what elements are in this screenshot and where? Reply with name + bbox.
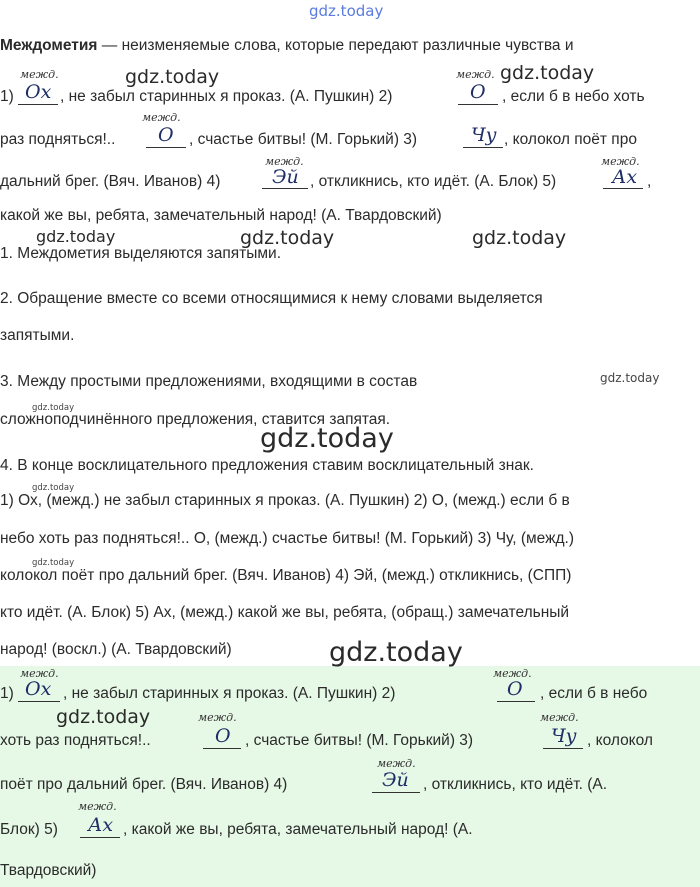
watermark: gdz.today xyxy=(472,227,567,249)
answer-text: , откликнись, кто идёт. (А. xyxy=(423,776,608,793)
blank-underline xyxy=(18,701,60,702)
interjection-note: межд. xyxy=(20,667,59,680)
filled-interjection: О xyxy=(158,124,174,146)
filled-interjection: Ох xyxy=(25,678,52,700)
watermark: gdz.today xyxy=(32,403,75,413)
answer-text: поёт про дальний брег. (Вяч. Иванов) 4) xyxy=(0,776,288,793)
watermark: gdz.today xyxy=(36,227,116,246)
analysis-line: народ! (воскл.) (А. Твардовский) xyxy=(0,641,232,658)
interjection-note: межд. xyxy=(20,68,59,81)
interjection-note: межд. xyxy=(265,155,304,168)
exercise-text: 1) xyxy=(0,88,14,105)
interjection-note: межд. xyxy=(78,800,117,813)
interjection-note: межд. xyxy=(540,711,579,724)
rule-line: 4. В конце восклицательного предложения ставим восклицательный знак. xyxy=(0,457,534,474)
exercise-text: , если б в небо хоть xyxy=(502,88,645,105)
interjection-note: межд. xyxy=(601,155,640,168)
filled-interjection: Ах xyxy=(88,814,114,836)
rule-line: 2. Обращение вместе со всеми относящимися к нему словами выделяется xyxy=(0,290,543,307)
rule-line: сложноподчинённого предложения, ставится запятая. xyxy=(0,411,391,428)
watermark: gdz.today xyxy=(125,66,220,88)
blank-underline xyxy=(497,701,535,702)
exercise-text: , счастье битвы! (М. Горький) 3) xyxy=(189,131,418,148)
filled-interjection: О xyxy=(470,81,486,103)
watermark: gdz.today xyxy=(240,227,335,249)
analysis-line: колокол поёт про дальний брег. (Вяч. Иванов) 4) Эй, (межд.) откликнись, (СПП) xyxy=(0,567,572,584)
rule-line: 3. Между простыми предложениями, входящими в состав xyxy=(0,373,418,390)
watermark: gdz.today xyxy=(600,371,660,385)
blank-underline xyxy=(372,792,420,793)
answer-text: , колокол xyxy=(587,732,653,749)
filled-interjection: Эй xyxy=(272,166,299,188)
answer-text: , какой же вы, ребята, замечательный народ! (А. xyxy=(123,821,473,838)
definition-text: — неизменяемые слова, которые передают различные чувства и xyxy=(97,37,574,54)
interjection-note: межд. xyxy=(456,68,495,81)
blank-underline xyxy=(603,188,643,189)
watermark: gdz.today xyxy=(32,558,75,568)
blank-underline xyxy=(203,748,241,749)
answer-text: 1) xyxy=(0,685,14,702)
filled-interjection: О xyxy=(215,725,231,747)
interjection-note: межд. xyxy=(198,711,237,724)
filled-interjection: Эй xyxy=(382,769,409,791)
interjection-note: межд. xyxy=(493,667,532,680)
blank-underline xyxy=(463,147,503,148)
watermark: gdz.today xyxy=(56,706,151,728)
exercise-text: , не забыл старинных я проказ. (А. Пушкин) 2) xyxy=(60,88,393,105)
watermark-top: gdz.today xyxy=(309,2,384,20)
exercise-text: , откликнись, кто идёт. (А. Блок) 5) xyxy=(310,173,557,190)
answer-text: , счастье битвы! (М. Горький) 3) xyxy=(245,732,474,749)
blank-underline xyxy=(262,188,308,189)
blank-underline xyxy=(543,748,583,749)
watermark: gdz.today xyxy=(260,423,394,454)
analysis-line: небо хоть раз подняться!.. О, (межд.) счастье битвы! (М. Горький) 3) Чу, (межд.) xyxy=(0,530,575,547)
watermark: gdz.today xyxy=(32,483,75,493)
blank-underline xyxy=(458,104,498,105)
blank-underline xyxy=(146,147,186,148)
exercise-text: раз подняться!.. xyxy=(0,131,116,148)
watermark: gdz.today xyxy=(329,637,463,668)
blank-underline xyxy=(18,104,58,105)
exercise-text: , xyxy=(647,173,652,190)
exercise-text: дальний брег. (Вяч. Иванов) 4) xyxy=(0,173,221,190)
analysis-line: 1) Ох, (межд.) не забыл старинных я проказ. (А. Пушкин) 2) О, (межд.) если б в xyxy=(0,492,570,509)
answer-text: Твардовский) xyxy=(0,862,97,879)
filled-interjection: Чу xyxy=(471,124,497,146)
filled-interjection: О xyxy=(507,678,523,700)
rule-line: запятыми. xyxy=(0,327,75,344)
filled-interjection: Ох xyxy=(25,81,52,103)
interjection-note: межд. xyxy=(142,111,181,124)
blank-underline xyxy=(80,837,120,838)
definition-term: Междометия xyxy=(0,37,98,54)
exercise-text: , колокол поёт про xyxy=(504,131,637,148)
filled-interjection: Ах xyxy=(612,166,638,188)
filled-interjection: Чу xyxy=(551,725,577,747)
analysis-line: кто идёт. (А. Блок) 5) Ах, (межд.) какой же вы, ребята, (обращ.) замечательный xyxy=(0,604,570,621)
definition-line xyxy=(0,36,574,56)
exercise-text: какой же вы, ребята, замечательный народ! (А. Твардовский) xyxy=(0,207,442,224)
watermark: gdz.today xyxy=(500,62,595,84)
answer-text: Блок) 5) xyxy=(0,821,58,838)
rule-line: 1. Междометия выделяются запятыми. xyxy=(0,245,282,262)
answer-text: хоть раз подняться!.. xyxy=(0,732,151,749)
answer-text: , не забыл старинных я проказ. (А. Пушкин) 2) xyxy=(63,685,396,702)
answer-text: , если б в небо xyxy=(540,685,648,702)
interjection-note: межд. xyxy=(377,757,416,770)
